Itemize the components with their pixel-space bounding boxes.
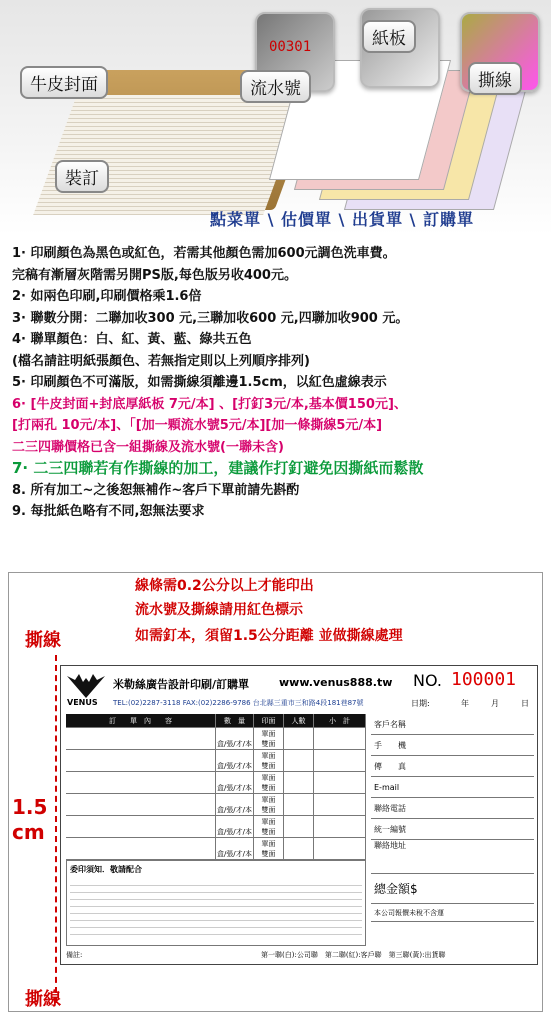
wings-logo-icon	[65, 672, 107, 700]
notice-title: 委印須知．敬請配合	[70, 865, 142, 874]
serial-sample: 00301	[269, 39, 312, 55]
rule-line: 3· 聯數分開：二聯加收300 元,三聯加收600 元,四聯加收900 元。	[12, 310, 409, 326]
website: www.venus888.tw	[279, 676, 393, 689]
rule-line-green: 7· 二三四聯若有作撕線的加工，建議作打釘避免因撕紙而鬆散	[12, 459, 424, 477]
face-single: 單面	[261, 751, 276, 760]
face-double: 雙面	[261, 761, 276, 770]
date-day: 日	[521, 699, 529, 708]
total-amount: 總金額$	[371, 874, 534, 904]
col-qty: 數 量	[216, 714, 254, 727]
face-single: 單面	[261, 773, 276, 782]
row-unit: 盒/張/才/本	[216, 728, 254, 749]
tax-note: 本公司報價未稅不含運	[371, 904, 534, 922]
face-single: 單面	[261, 817, 276, 826]
field-tax-id: 統一編號	[371, 819, 534, 840]
notice-box	[66, 860, 366, 946]
binding-tag: 裝訂	[55, 160, 109, 193]
contact-info: TEL:(02)2287-3118 FAX:(02)2286-9786 台北縣三重市三和路4段181巷87號	[113, 699, 364, 707]
row-unit: 盒/張/才/本	[216, 816, 254, 837]
rule-line: 5· 印刷顏色不可滿版，如需撕線須離邊1.5cm，以紅色虛線表示	[12, 375, 387, 390]
company-title: 米勒絲廣告設計印刷/訂購單	[113, 678, 250, 691]
row-unit: 盒/張/才/本	[216, 750, 254, 771]
brand-name: VENUS	[67, 698, 98, 707]
field-customer-name: 客戶名稱	[371, 714, 534, 735]
perforation-label-top: 撕線	[25, 630, 61, 651]
customer-fields	[371, 714, 534, 922]
cover-tag: 牛皮封面	[20, 66, 108, 99]
board-tag: 紙板	[362, 20, 416, 53]
no-label: NO.	[413, 671, 442, 690]
rule-line: 1· 印刷顏色為黑色或紅色，若需其他顏色需加600元調色洗車費。	[12, 246, 396, 261]
face-double: 雙面	[261, 805, 276, 814]
rule-line: 8. 所有加工~之後恕無補作~客戶下單前請先斟酌	[12, 482, 300, 498]
table-row	[66, 750, 366, 772]
table-row	[66, 816, 366, 838]
row-unit: 盒/張/才/本	[216, 794, 254, 815]
row-unit: 盒/張/才/本	[216, 772, 254, 793]
perforation-tag: 撕線	[468, 62, 522, 95]
rule-line: (檔名請註明紙張顏色、若無指定則以上列順序排列)	[12, 353, 310, 369]
form-header	[61, 666, 539, 706]
face-double: 雙面	[261, 739, 276, 748]
rule-line-pink: 二三四聯價格已含一組撕線及流水號(一聯未含)	[12, 439, 284, 455]
measure-value: 1.5	[12, 795, 48, 819]
note-line: 如需釘本，須留1.5公分距離 並做撕線處理	[135, 628, 403, 644]
table-row	[66, 794, 366, 816]
rule-line: 完稿有漸層灰階需另開PS版,每色版另收400元。	[12, 267, 297, 283]
field-fax: 傳 真	[371, 756, 534, 777]
col-subtotal: 小 計	[314, 714, 366, 727]
paper-stack-illustration	[33, 95, 307, 215]
rule-line: 2· 如兩色印刷,印刷價格乘1.6倍	[12, 289, 202, 304]
perforation-label-bottom: 撕線	[25, 989, 61, 1010]
row-unit: 盒/張/才/本	[216, 838, 254, 859]
field-mobile: 手 機	[371, 735, 534, 756]
face-double: 雙面	[261, 849, 276, 858]
table-header-row	[66, 714, 366, 728]
face-double: 雙面	[261, 827, 276, 836]
table-row	[66, 772, 366, 794]
note-line: 線條需0.2公分以上才能印出	[135, 578, 314, 594]
rule-line: 9. 每批紙色略有不同,恕無法要求	[12, 504, 205, 519]
col-people: 人數	[284, 714, 314, 727]
remark-label: 備註:	[66, 951, 83, 959]
date-year: 年	[461, 699, 469, 708]
product-banner	[0, 0, 551, 235]
face-single: 單面	[261, 729, 276, 738]
order-table	[66, 714, 366, 946]
face-single: 單面	[261, 795, 276, 804]
measure-unit: cm	[12, 820, 45, 844]
table-row	[66, 838, 366, 860]
col-face: 印面	[254, 714, 284, 727]
pricing-rules	[12, 243, 542, 523]
rule-line-pink: [打兩孔 10元/本]、「[加一顆流水號5元/本][加一條撕線5元/本]	[12, 418, 383, 433]
face-double: 雙面	[261, 783, 276, 792]
field-address: 聯絡地址	[371, 840, 534, 874]
field-email: E-mail	[371, 777, 534, 798]
serial-tag: 流水號	[240, 70, 311, 103]
rule-line-pink: 6· [牛皮封面+封底厚紙板 7元/本] 、[打釘3元/本,基本價150元]、	[12, 396, 407, 412]
col-content: 訂 單 內 容	[66, 714, 216, 727]
note-line: 流水號及撕線請用紅色標示	[135, 602, 303, 618]
product-tagline: 點菜單 \ 估價單 \ 出貨單 \ 訂購單	[210, 210, 474, 229]
date-month: 月	[491, 699, 499, 708]
copies-note: 第一聯(白):公司聯 第二聯(紅):客戶聯 第三聯(黃):出貨聯	[261, 951, 446, 959]
perforation-dashed-line	[55, 655, 57, 1003]
notice-text-lines	[70, 879, 362, 939]
rule-line: 4· 聯單顏色：白、紅、黃、藍、綠共五色	[12, 332, 252, 347]
serial-number: 100001	[451, 669, 517, 690]
field-phone: 聯絡電話	[371, 798, 534, 819]
table-row	[66, 728, 366, 750]
face-single: 單面	[261, 839, 276, 848]
date-label: 日期:	[411, 699, 430, 708]
order-form	[60, 665, 538, 965]
